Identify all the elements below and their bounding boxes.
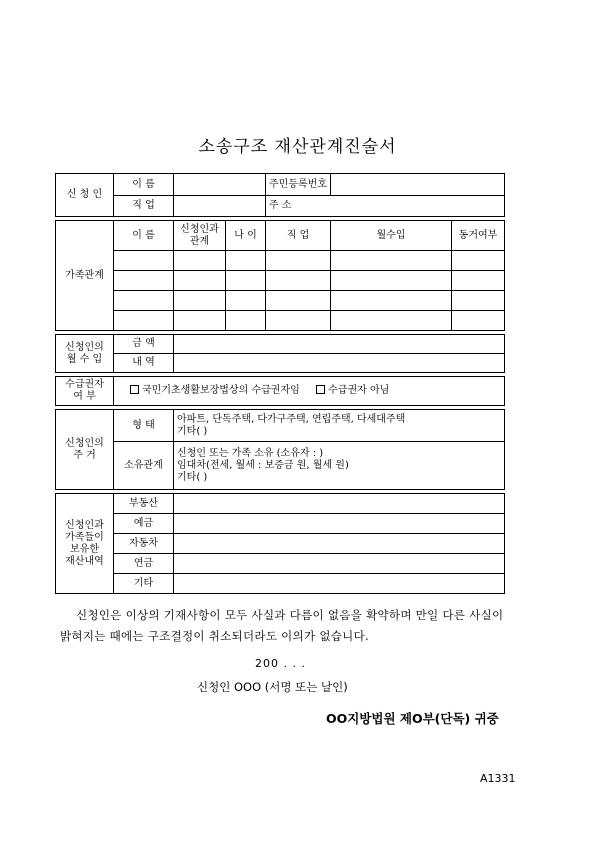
income-detail-field[interactable]	[174, 354, 505, 373]
family-cell[interactable]	[174, 271, 226, 291]
job-field[interactable]	[174, 196, 266, 217]
asset-field-car[interactable]	[174, 534, 505, 554]
family-row	[56, 271, 505, 291]
recipient-label: 수급권자 여 부	[56, 377, 114, 406]
asset-field-pension[interactable]	[174, 554, 505, 574]
ownership-field[interactable]	[174, 442, 505, 490]
family-row	[56, 291, 505, 311]
asset-label-pension: 연금	[114, 554, 174, 574]
family-cell[interactable]	[226, 291, 266, 311]
family-cell[interactable]	[452, 311, 505, 331]
ownership-other: 기타( )	[177, 471, 208, 483]
family-header-cohabit: 동거여부	[452, 221, 505, 251]
family-header-income: 월수입	[331, 221, 452, 251]
family-cell[interactable]	[114, 311, 174, 331]
residence-label: 신청인의 주 거	[56, 410, 114, 490]
family-label: 가족관계	[56, 221, 114, 331]
family-cell[interactable]	[452, 251, 505, 271]
court-recipient: OO지방법원 제O부(단독) 귀중	[326, 711, 499, 726]
asset-label-deposit: 예금	[114, 514, 174, 534]
ownership-label: 소유관계	[114, 442, 174, 490]
asset-field-realestate[interactable]	[174, 494, 505, 514]
asset-field-other[interactable]	[174, 574, 505, 594]
residence-type-options: 아파트, 단독주택, 다가구주택, 연립주택, 다세대주택	[177, 413, 406, 425]
rrn-label: 주민등록번호	[266, 174, 331, 196]
non-recipient-checkbox[interactable]	[316, 385, 325, 394]
applicant-signature: 신청인 OOO (서명 또는 날인)	[197, 680, 348, 694]
form-title: 소송구조 재산관계진술서	[198, 137, 397, 157]
income-amount-field[interactable]	[174, 335, 505, 354]
family-header-relation: 신청인과 관계	[174, 221, 226, 251]
family-cell[interactable]	[174, 251, 226, 271]
family-cell[interactable]	[226, 271, 266, 291]
family-cell[interactable]	[114, 251, 174, 271]
address-label: 주 소	[269, 200, 292, 211]
family-cell[interactable]	[174, 311, 226, 331]
family-cell[interactable]	[331, 291, 452, 311]
family-cell[interactable]	[331, 251, 452, 271]
family-cell[interactable]	[331, 271, 452, 291]
residence-type-field[interactable]	[174, 410, 505, 442]
name-label: 이 름	[114, 174, 174, 196]
income-label: 신청인의 월 수 입	[56, 335, 114, 373]
recipient-checkbox[interactable]	[130, 385, 139, 394]
recipient-options	[114, 377, 505, 406]
family-header-name: 이 름	[114, 221, 174, 251]
recipient-option-label: 국민기초생활보장법상의 수급권자임	[142, 385, 300, 396]
family-row	[56, 251, 505, 271]
ownership-own: 신청인 또는 가족 소유 (소유자 : )	[177, 447, 324, 459]
family-cell[interactable]	[226, 311, 266, 331]
income-amount-label: 금 액	[114, 335, 174, 354]
ownership-lease: 임대차(전세, 월세 : 보증금 원, 월세 원)	[177, 459, 349, 471]
family-cell[interactable]	[174, 291, 226, 311]
name-field[interactable]	[174, 174, 266, 196]
residence-type-other: 기타( )	[177, 425, 208, 437]
family-cell[interactable]	[114, 291, 174, 311]
family-cell[interactable]	[266, 251, 331, 271]
residence-type-label: 형 태	[114, 410, 174, 442]
asset-label-car: 자동차	[114, 534, 174, 554]
family-cell[interactable]	[266, 311, 331, 331]
family-cell[interactable]	[452, 271, 505, 291]
income-detail-label: 내 역	[114, 354, 174, 373]
declaration-text: 신청인은 이상의 기재사항이 모두 사실과 다름이 없음을 확약하며 만일 다른 사실이 밝혀지는 때에는 구조결정이 취소되더라도 이의가 없습니다.	[60, 608, 504, 643]
date-line: 200 . . .	[255, 657, 306, 670]
asset-label-realestate: 부동산	[114, 494, 174, 514]
applicant-label: 신 청 인	[56, 174, 114, 217]
family-cell[interactable]	[226, 251, 266, 271]
address-cell[interactable]	[266, 196, 505, 217]
family-row	[56, 311, 505, 331]
assets-label: 신청인과 가족들이 보유한 재산내역	[56, 494, 114, 594]
family-header-job: 직 업	[266, 221, 331, 251]
asset-label-other: 기타	[114, 574, 174, 594]
family-header-age: 나 이	[226, 221, 266, 251]
family-cell[interactable]	[266, 291, 331, 311]
family-cell[interactable]	[452, 291, 505, 311]
property-statement-table	[55, 173, 505, 594]
non-recipient-option-label: 수급권자 아님	[328, 385, 390, 396]
rrn-field[interactable]	[331, 174, 505, 196]
family-cell[interactable]	[114, 271, 174, 291]
job-label: 직 업	[114, 196, 174, 217]
family-cell[interactable]	[266, 271, 331, 291]
family-cell[interactable]	[331, 311, 452, 331]
form-code: A1331	[480, 772, 516, 785]
asset-field-deposit[interactable]	[174, 514, 505, 534]
